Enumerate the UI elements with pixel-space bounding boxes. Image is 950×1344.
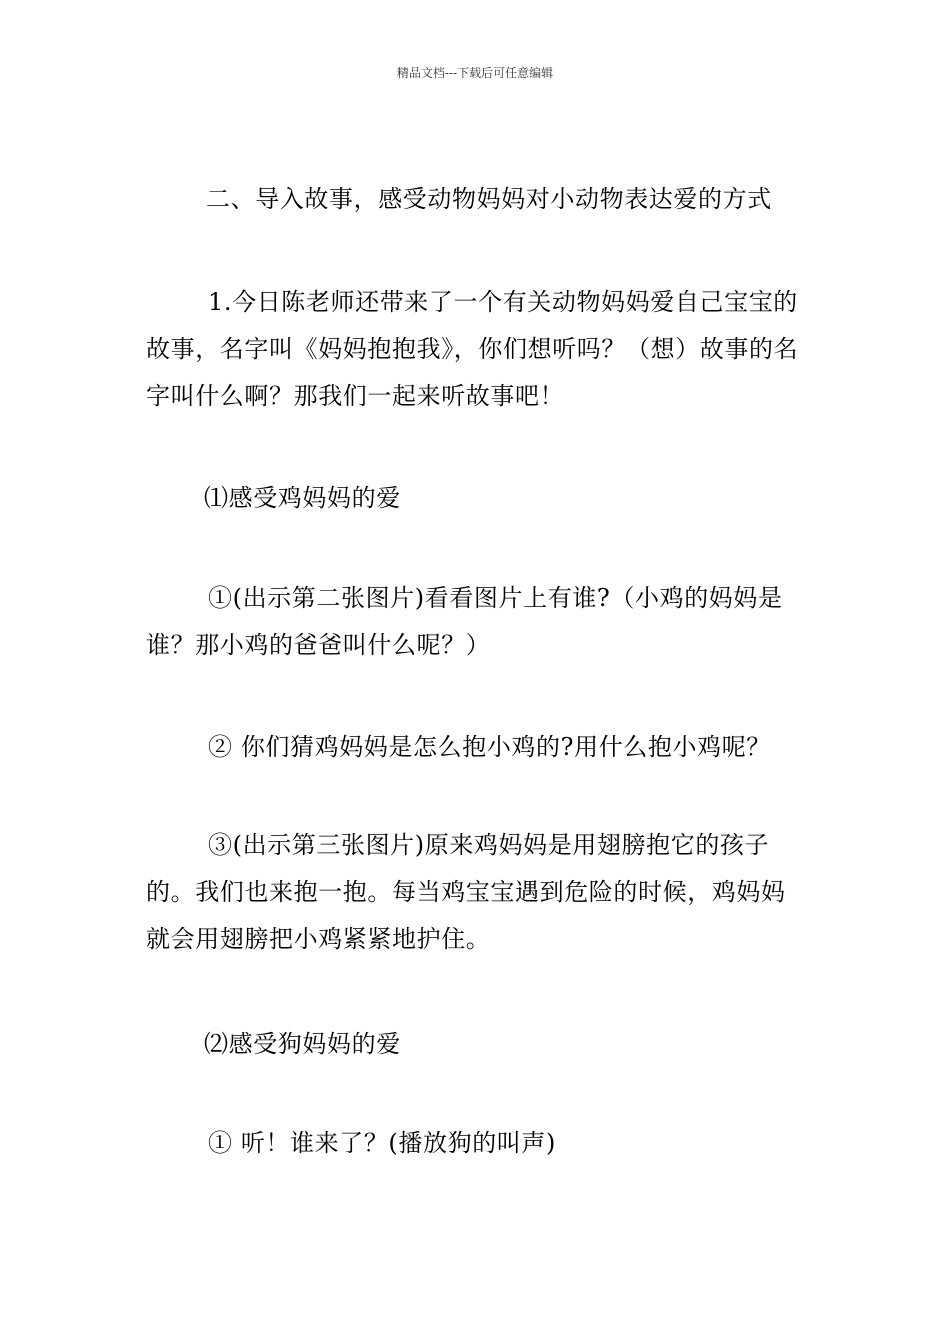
item-3: ③(出示第三张图片)原来鸡妈妈是用翅膀抱它的孩子的。我们也来抱一抱。每当鸡宝宝遇到危险的时候，鸡妈妈就会用翅膀把小鸡紧紧地护住。: [146, 831, 786, 953]
subheading-2: ⑵感受狗妈妈的爱: [204, 1030, 401, 1058]
item-1: ①(出示第二张图片)看看图片上有谁?（小鸡的妈妈是谁？那小鸡的爸爸叫什么呢？）: [146, 584, 783, 659]
item-4: ① 听！谁来了？(播放狗的叫声): [208, 1129, 556, 1157]
paragraph-1: 1.今日陈老师还带来了一个有关动物妈妈爱自己宝宝的故事，名字叫《妈妈抱抱我》，你们想听吗？（想）故事的名字叫什么啊？那我们一起来听故事吧！: [146, 288, 799, 410]
item-2: ② 你们猜鸡妈妈是怎么抱小鸡的?用什么抱小鸡呢？: [208, 733, 771, 761]
subheading-1: ⑴感受鸡妈妈的爱: [204, 484, 401, 512]
section-title: 二、导入故事，感受动物妈妈对小动物表达爱的方式: [206, 185, 772, 213]
page-header: 精品文档---下载后可任意编辑: [396, 66, 554, 80]
